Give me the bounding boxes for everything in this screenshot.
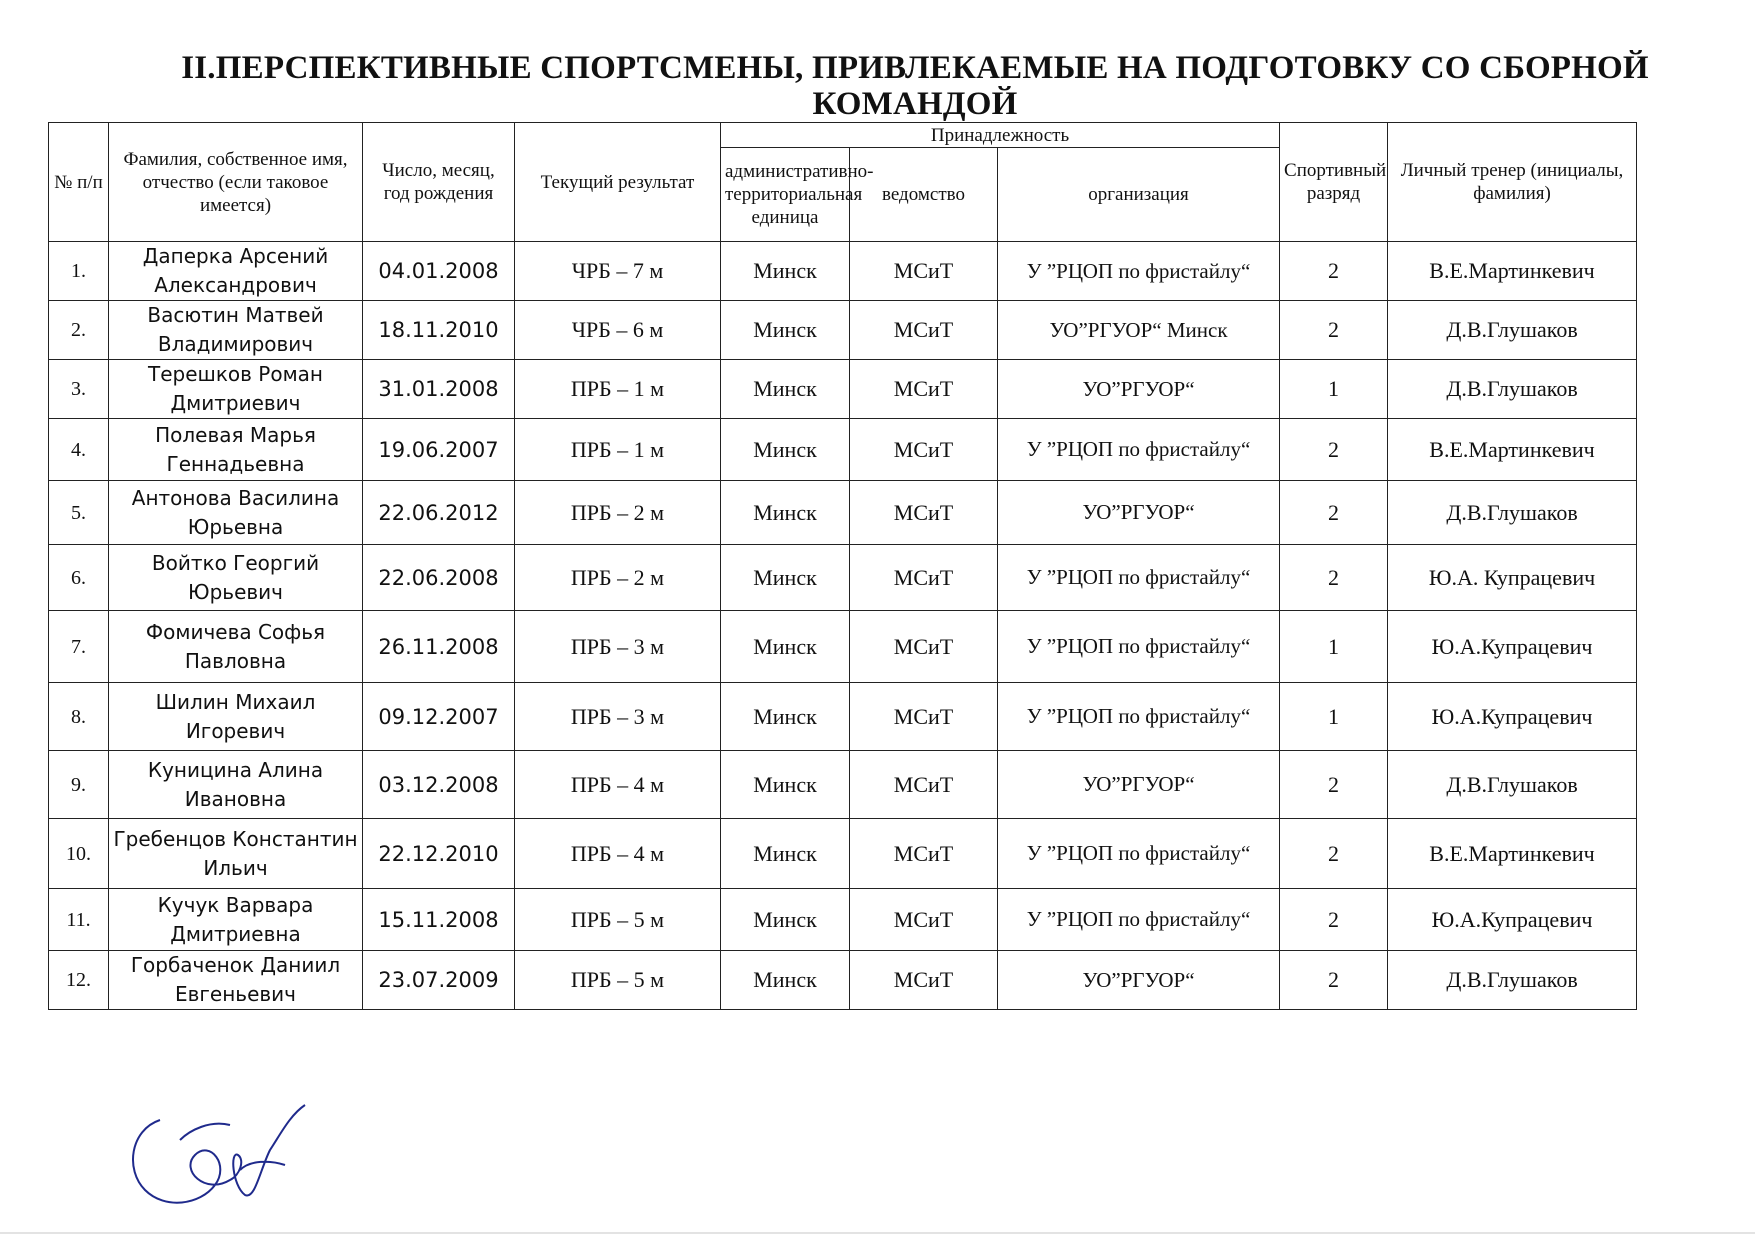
department: МСиТ xyxy=(850,611,998,683)
admin-unit: Минск xyxy=(721,951,850,1010)
department: МСиТ xyxy=(850,819,998,889)
row-num: 5. xyxy=(49,481,109,545)
athlete-name: Войтко Георгий Юрьевич xyxy=(109,545,363,611)
personal-coach: Д.В.Глушаков xyxy=(1388,301,1637,360)
birth-date: 04.01.2008 xyxy=(363,242,515,301)
row-num: 7. xyxy=(49,611,109,683)
organization: У ”РЦОП по фристайлу“ xyxy=(998,611,1280,683)
table-row xyxy=(49,889,1637,951)
birth-date: 31.01.2008 xyxy=(363,360,515,419)
department: МСиТ xyxy=(850,301,998,360)
header-affiliation: Принадлежность xyxy=(721,123,1280,148)
athletes-table xyxy=(48,122,1637,1010)
table-body xyxy=(49,242,1637,1010)
header-num: № п/п xyxy=(49,123,109,242)
department: МСиТ xyxy=(850,419,998,481)
athlete-name: Фомичева Софья Павловна xyxy=(109,611,363,683)
current-result: ЧРБ – 7 м xyxy=(515,242,721,301)
signature-stroke xyxy=(133,1105,305,1203)
department: МСиТ xyxy=(850,242,998,301)
table-row xyxy=(49,419,1637,481)
page-title: II.ПЕРСПЕКТИВНЫЕ СПОРТСМЕНЫ, ПРИВЛЕКАЕМЫЕ НА ПОДГОТОВКУ СО СБОРНОЙ КОМАНДОЙ xyxy=(181,50,1649,122)
header-dob: Число, месяц, год рождения xyxy=(363,123,515,242)
table-row xyxy=(49,481,1637,545)
personal-coach: Д.В.Глушаков xyxy=(1388,951,1637,1010)
current-result: ПРБ – 5 м xyxy=(515,951,721,1010)
sport-rank: 2 xyxy=(1280,242,1388,301)
organization: УО”РГУОР“ xyxy=(998,481,1280,545)
athlete-name: Шилин Михаил Игоревич xyxy=(109,683,363,751)
row-num: 8. xyxy=(49,683,109,751)
organization: У ”РЦОП по фристайлу“ xyxy=(998,419,1280,481)
athlete-name: Даперка Арсений Александрович xyxy=(109,242,363,301)
organization: УО”РГУОР“ xyxy=(998,360,1280,419)
athlete-name: Гребенцов Константин Ильич xyxy=(109,819,363,889)
admin-unit: Минск xyxy=(721,419,850,481)
department: МСиТ xyxy=(850,951,998,1010)
row-num: 2. xyxy=(49,301,109,360)
sport-rank: 2 xyxy=(1280,301,1388,360)
personal-coach: В.Е.Мартинкевич xyxy=(1388,419,1637,481)
personal-coach: В.Е.Мартинкевич xyxy=(1388,242,1637,301)
header-name: Фамилия, собственное имя, отчество (если таковое имеется) xyxy=(109,123,363,242)
personal-coach: Ю.А.Купрацевич xyxy=(1388,683,1637,751)
current-result: ПРБ – 1 м xyxy=(515,419,721,481)
organization: У ”РЦОП по фристайлу“ xyxy=(998,683,1280,751)
row-num: 3. xyxy=(49,360,109,419)
admin-unit: Минск xyxy=(721,683,850,751)
header-org: организация xyxy=(998,148,1280,242)
row-num: 1. xyxy=(49,242,109,301)
birth-date: 18.11.2010 xyxy=(363,301,515,360)
athlete-name: Куницина Алина Ивановна xyxy=(109,751,363,819)
header-row xyxy=(49,123,1637,148)
department: МСиТ xyxy=(850,751,998,819)
row-num: 11. xyxy=(49,889,109,951)
table-row xyxy=(49,751,1637,819)
department: МСиТ xyxy=(850,889,998,951)
birth-date: 26.11.2008 xyxy=(363,611,515,683)
sport-rank: 2 xyxy=(1280,751,1388,819)
athlete-name: Кучук Варвара Дмитриевна xyxy=(109,889,363,951)
organization: У ”РЦОП по фристайлу“ xyxy=(998,889,1280,951)
organization: У ”РЦОП по фристайлу“ xyxy=(998,242,1280,301)
current-result: ЧРБ – 6 м xyxy=(515,301,721,360)
athlete-name: Полевая Марья Геннадьевна xyxy=(109,419,363,481)
admin-unit: Минск xyxy=(721,751,850,819)
sport-rank: 1 xyxy=(1280,360,1388,419)
birth-date: 22.06.2008 xyxy=(363,545,515,611)
admin-unit: Минск xyxy=(721,360,850,419)
header-result: Текущий результат xyxy=(515,123,721,242)
admin-unit: Минск xyxy=(721,545,850,611)
athlete-name: Терешков Роман Дмитриевич xyxy=(109,360,363,419)
header-admin: административно-территориальная единица xyxy=(721,148,850,242)
sport-rank: 2 xyxy=(1280,889,1388,951)
table-row xyxy=(49,683,1637,751)
row-num: 6. xyxy=(49,545,109,611)
birth-date: 09.12.2007 xyxy=(363,683,515,751)
table-row xyxy=(49,819,1637,889)
organization: У ”РЦОП по фристайлу“ xyxy=(998,819,1280,889)
sport-rank: 1 xyxy=(1280,611,1388,683)
sport-rank: 2 xyxy=(1280,419,1388,481)
personal-coach: Ю.А.Купрацевич xyxy=(1388,611,1637,683)
personal-coach: Ю.А. Купрацевич xyxy=(1388,545,1637,611)
table-row xyxy=(49,360,1637,419)
table-row xyxy=(49,545,1637,611)
table-row xyxy=(49,951,1637,1010)
birth-date: 22.12.2010 xyxy=(363,819,515,889)
header-rank: Спортивный разряд xyxy=(1280,123,1388,242)
department: МСиТ xyxy=(850,683,998,751)
athlete-name: Васютин Матвей Владимирович xyxy=(109,301,363,360)
current-result: ПРБ – 2 м xyxy=(515,545,721,611)
signature xyxy=(120,1100,320,1230)
current-result: ПРБ – 2 м xyxy=(515,481,721,545)
current-result: ПРБ – 5 м xyxy=(515,889,721,951)
row-num: 12. xyxy=(49,951,109,1010)
header-dept: ведомство xyxy=(850,148,998,242)
current-result: ПРБ – 4 м xyxy=(515,819,721,889)
organization: У ”РЦОП по фристайлу“ xyxy=(998,545,1280,611)
department: МСиТ xyxy=(850,360,998,419)
admin-unit: Минск xyxy=(721,889,850,951)
organization: УО”РГУОР“ xyxy=(998,751,1280,819)
table-row xyxy=(49,242,1637,301)
athlete-name: Антонова Василина Юрьевна xyxy=(109,481,363,545)
scan-edge xyxy=(0,1232,1755,1234)
birth-date: 03.12.2008 xyxy=(363,751,515,819)
personal-coach: В.Е.Мартинкевич xyxy=(1388,819,1637,889)
current-result: ПРБ – 4 м xyxy=(515,751,721,819)
admin-unit: Минск xyxy=(721,301,850,360)
birth-date: 19.06.2007 xyxy=(363,419,515,481)
personal-coach: Д.В.Глушаков xyxy=(1388,751,1637,819)
current-result: ПРБ – 3 м xyxy=(515,611,721,683)
admin-unit: Минск xyxy=(721,481,850,545)
sport-rank: 2 xyxy=(1280,951,1388,1010)
personal-coach: Ю.А.Купрацевич xyxy=(1388,889,1637,951)
sport-rank: 2 xyxy=(1280,545,1388,611)
sport-rank: 1 xyxy=(1280,683,1388,751)
athlete-name: Горбаченок Даниил Евгеньевич xyxy=(109,951,363,1010)
table-row xyxy=(49,301,1637,360)
current-result: ПРБ – 1 м xyxy=(515,360,721,419)
department: МСиТ xyxy=(850,545,998,611)
row-num: 4. xyxy=(49,419,109,481)
birth-date: 22.06.2012 xyxy=(363,481,515,545)
admin-unit: Минск xyxy=(721,819,850,889)
header-coach: Личный тренер (инициалы, фамилия) xyxy=(1388,123,1637,242)
birth-date: 15.11.2008 xyxy=(363,889,515,951)
sport-rank: 2 xyxy=(1280,819,1388,889)
organization: УО”РГУОР“ Минск xyxy=(998,301,1280,360)
department: МСиТ xyxy=(850,481,998,545)
current-result: ПРБ – 3 м xyxy=(515,683,721,751)
table-row xyxy=(49,611,1637,683)
personal-coach: Д.В.Глушаков xyxy=(1388,481,1637,545)
organization: УО”РГУОР“ xyxy=(998,951,1280,1010)
personal-coach: Д.В.Глушаков xyxy=(1388,360,1637,419)
birth-date: 23.07.2009 xyxy=(363,951,515,1010)
sport-rank: 2 xyxy=(1280,481,1388,545)
admin-unit: Минск xyxy=(721,242,850,301)
row-num: 10. xyxy=(49,819,109,889)
admin-unit: Минск xyxy=(721,611,850,683)
row-num: 9. xyxy=(49,751,109,819)
